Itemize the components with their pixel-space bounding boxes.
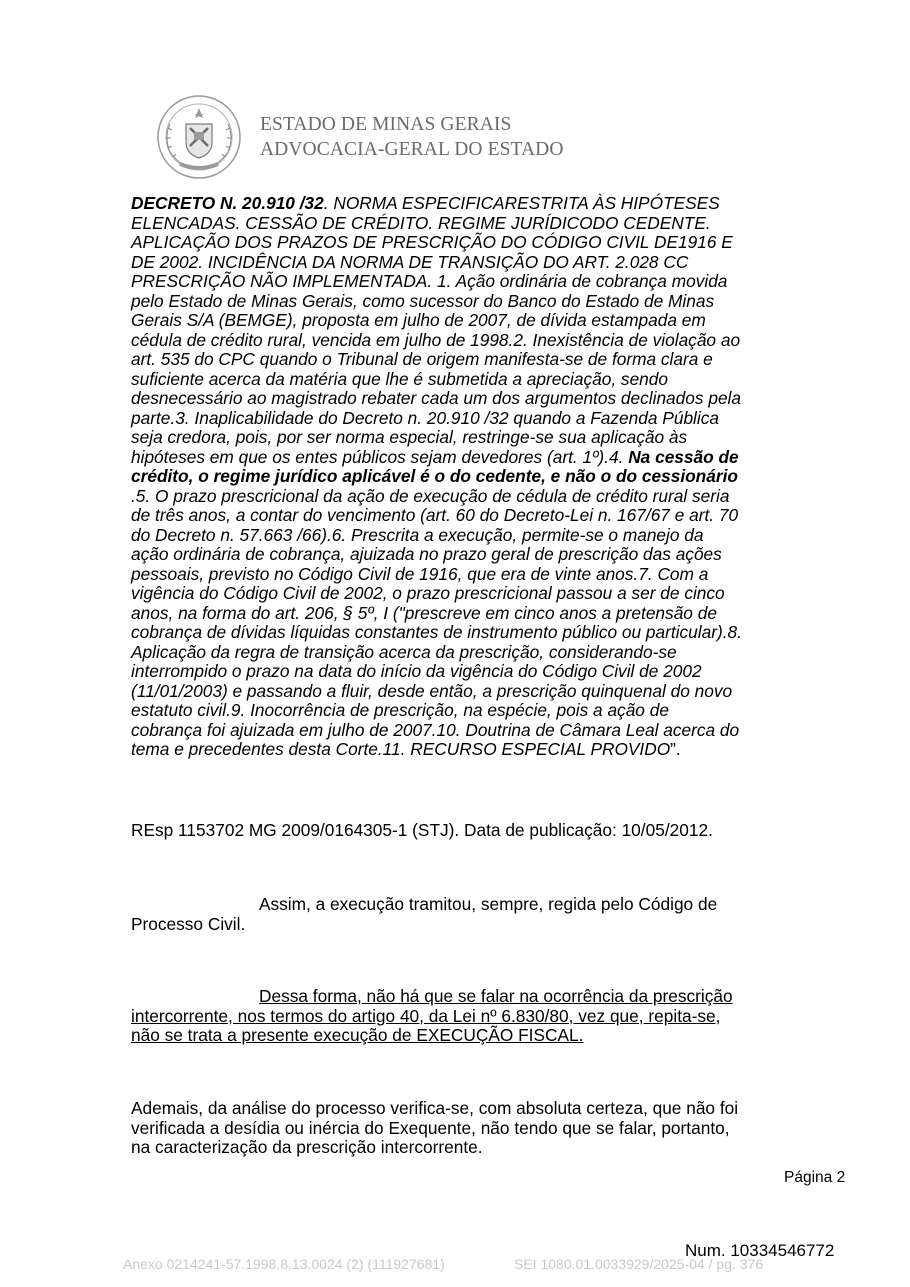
ementa-line: pessoais, previsto no Código Civil de 1916, que era de vinte anos.7. Com a <box>131 563 709 584</box>
ementa-line <box>131 194 821 214</box>
paragraph-line: Assim, a execução tramitou, sempre, regida pelo Código de <box>259 894 718 914</box>
ementa-line: DE 2002. INCIDÊNCIA DA NORMA DE TRANSIÇÃO DO ART. 2.028 CC <box>131 251 689 272</box>
ementa-line: Gerais S/A (BEMGE), proposta em julho de 2007, de dívida estampada em <box>131 310 706 330</box>
paragraph-line: Ademais, da análise do processo verifica-se, com absoluta certeza, que não foi <box>131 1098 739 1118</box>
ementa-line: parte.3. Inaplicabilidade do Decreto n. 20.910 /32 quando a Fazenda Pública <box>131 407 719 428</box>
ementa-line: anos, na forma do art. 206, § 5º, I ("prescreve em cinco anos a pretensão de <box>131 602 717 623</box>
ementa-line: ação ordinária de cobrança, ajuizada no prazo geral de prescrição das ações <box>131 544 722 564</box>
document-number: Num. 10334546772 <box>685 1241 835 1260</box>
paragraph-line: na caracterização da prescrição intercorrente. <box>131 1137 483 1157</box>
paragraph-ademais <box>131 1099 831 1158</box>
ementa-line: cédula de crédito rural, vencida em julho de 1998.2. Inexistência de violação ao <box>131 329 741 350</box>
paragraph-line: Dessa forma, não há que se falar na ocorrência da prescrição <box>259 986 733 1006</box>
paragraph-line: intercorrente, nos termos do artigo 40, da Lei nº 6.830/80, vez que, repita-se, <box>131 1005 721 1026</box>
paragraph-intercorrente <box>131 987 831 1046</box>
ementa-line: PRESCRIÇÃO NÃO IMPLEMENTADA. 1. Ação ordinária de cobrança movida <box>131 271 728 291</box>
ementa-line1-rest: . NORMA ESPECIFICARESTRITA ÀS HIPÓTESES <box>323 193 720 213</box>
ementa-bold-lead: DECRETO N. 20.910 /32 <box>131 193 324 213</box>
ementa-bold-tail: Na cessão de <box>628 446 739 467</box>
ementa-line: seja credora, pois, por ser norma especial, restringe-se sua aplicação às <box>131 427 688 447</box>
ementa-line: estatuto civil.9. Inocorrência de prescrição, na espécie, pois a ação de <box>131 700 669 720</box>
ementa-line: APLICAÇÃO DOS PRAZOS DE PRESCRIÇÃO DO CÓDIGO CIVIL DE1916 E <box>131 232 733 252</box>
ementa-line <box>131 740 821 760</box>
ementa-block <box>131 194 821 760</box>
ementa-line: Aplicação da regra de transição acerca da prescrição, considerando-se <box>131 641 677 662</box>
footer-sei-ref: SEI 1080.01.0033929/2025-04 / pg. 376 <box>514 1256 764 1272</box>
ementa-line: ELENCADAS. CESSÃO DE CRÉDITO. REGIME JURÍDICODO CEDENTE. <box>131 212 711 233</box>
ementa-line: vigência do Código Civil de 2002, o prazo prescricional passou a ser de cinco <box>131 583 725 603</box>
ementa-line: .5. O prazo prescricional da ação de execução de cédula de crédito rural seria <box>131 485 730 506</box>
org-agency-name: ADVOCACIA-GERAL DO ESTADO <box>260 139 564 160</box>
ementa-line: art. 535 do CPC quando o Tribunal de origem manifesta-se de forma clara e <box>131 349 713 369</box>
ementa-closing-quote: ”. <box>670 739 681 759</box>
ementa-line: suficiente acerca da matéria que lhe é submetida a apreciação, sendo <box>131 368 669 389</box>
ementa-line: cobrança foi ajuizada em julho de 2007.10. Doutrina de Câmara Leal acerca do <box>131 719 740 740</box>
case-reference: REsp 1153702 MG 2009/0164305-1 (STJ). Data de publicação: 10/05/2012. <box>131 820 713 840</box>
page-number: Página 2 <box>784 1169 846 1186</box>
ementa-last-line: tema e precedentes desta Corte.11. RECURSO ESPECIAL PROVIDO <box>131 739 671 759</box>
ementa-line: de três anos, a contar do vencimento (art. 60 do Decreto-Lei n. 167/67 e art. 70 <box>131 505 739 525</box>
ementa-line <box>131 448 821 468</box>
ementa-line: desnecessário ao magistrado rebater cada um dos argumentos declinados pela <box>131 388 742 408</box>
paragraph-execution <box>131 895 831 934</box>
ementa-line: pelo Estado de Minas Gerais, como sucessor do Banco do Estado de Minas <box>131 290 715 311</box>
ementa-line-bold: crédito, o regime jurídico aplicável é o do cedente, e não o do cessionário <box>131 466 738 486</box>
ementa-line: interrompido o prazo na data do início da vigência do Código Civil de 2002 <box>131 661 702 681</box>
ementa-line: (11/01/2003) e passando a fluir, desde então, a prescrição quinquenal do novo <box>131 680 733 701</box>
paragraph-line: verificada a desídia ou inércia do Exequente, não tendo que se falar, portanto, <box>131 1117 730 1138</box>
ementa-line14-start: hipóteses em que os entes públicos sejam devedores (art. 1º).4. <box>131 446 629 467</box>
coat-of-arms-icon <box>156 94 242 180</box>
paragraph-line: não se trata a presente execução de EXECUÇÃO FISCAL. <box>131 1025 584 1045</box>
ementa-line: cobrança de dívidas líquidas constantes de instrumento público ou particular).8. <box>131 622 742 642</box>
ementa-line: do Decreto n. 57.663 /66).6. Prescrita a execução, permite-se o manejo da <box>131 524 704 545</box>
paragraph-line: Processo Civil. <box>131 913 246 934</box>
footer-annex-ref: Anexo 0214241-57.1998.8.13.0024 (2) (111927681) <box>123 1256 445 1272</box>
organization-header <box>260 112 564 162</box>
org-state-name: ESTADO DE MINAS GERAIS <box>260 114 512 135</box>
